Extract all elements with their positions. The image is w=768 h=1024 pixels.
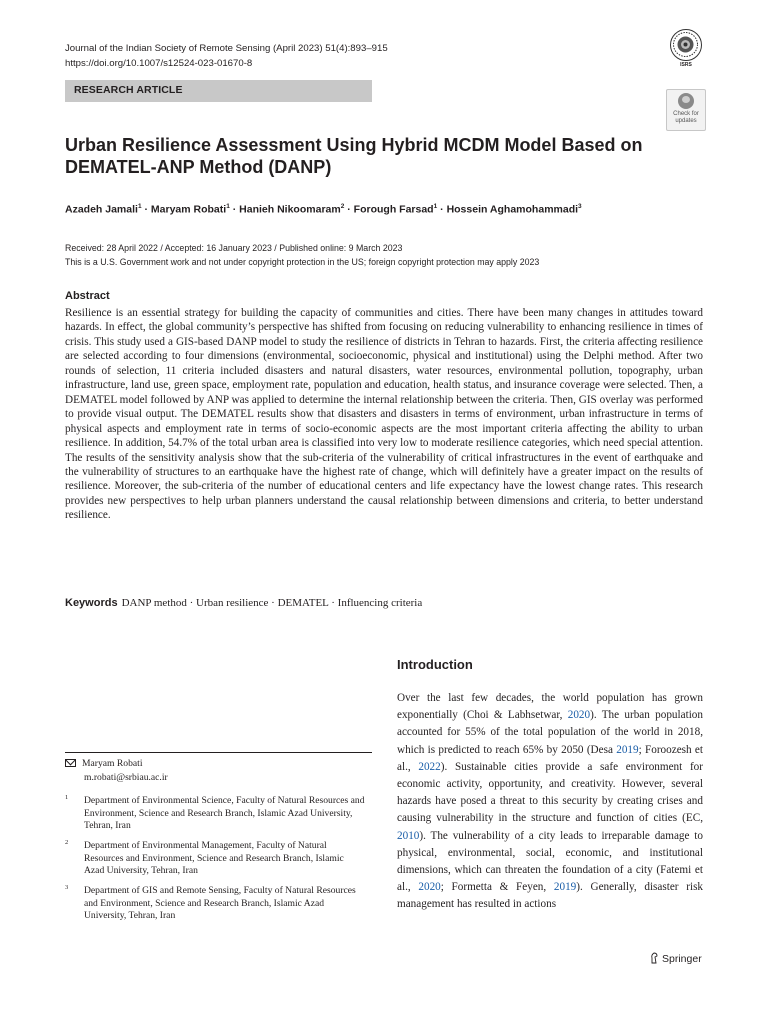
publisher-footer [649,952,702,965]
introduction-body [397,690,703,914]
author-affiliation-mark: 1 [433,203,438,210]
affiliation-text: Department of Environmental Science, Faculty of Natural Resources and Environment, Science and Research Branch, Islamic Azad University, Tehran, Iran [84,795,365,832]
affiliation-text: Department of GIS and Remote Sensing, Faculty of Natural Resources and Environment, Science and Research Branch, Islamic Azad University, Tehran, Iran [84,885,356,922]
seal-icon [670,29,702,61]
author-list [65,203,582,216]
citation-link[interactable]: 2019 [616,743,639,756]
citation-link[interactable]: 2022 [418,760,441,773]
introduction-text: ). Generally, disaster risk management has resulted in actions [397,881,704,911]
author-separator: · [141,203,151,216]
introduction-text: ). The urban population accounted for 55% of the total population of the world in 2018, which is predicted to reach 65% by 2050 (Desa [397,709,703,756]
introduction-heading: Introduction [397,657,473,672]
introduction-text: ; Formetta & Feyen, [440,881,554,894]
dates-line: Received: 28 April 2022 / Accepted: 16 January 2023 / Published online: 9 March 2023 [65,243,403,253]
correspondence-block [65,757,168,784]
publisher-name: Springer [662,953,702,965]
copyright-line: This is a U.S. Government work and not under copyright protection in the US; foreign copyright protection may apply 2023 [65,257,540,267]
author-separator: · [437,203,447,216]
check-label-line1: Check for [673,111,699,117]
author-name[interactable]: Forough Farsad [353,203,434,216]
author-affiliation-mark: 1 [226,203,230,210]
corresponding-email[interactable]: m.robati@srbiau.ac.ir [84,771,168,783]
journal-info [65,41,388,71]
society-logo [667,29,705,68]
introduction-text: ; Foroozesh et al., [397,743,704,773]
citation-link[interactable]: 2010 [397,829,420,842]
affiliation-item [65,885,365,923]
springer-horse-icon [649,952,659,964]
affiliation-number: 3 [65,884,69,891]
author-affiliation-mark: 3 [578,203,582,210]
check-for-updates-badge[interactable] [666,89,706,131]
author-name[interactable]: Hossein Aghamohammadi [446,203,579,216]
introduction-text: Over the last few decades, the world population has grown exponentially (Choi & Labhsetwar, [397,692,703,722]
affiliation-number: 1 [65,794,69,801]
keywords-line [65,597,422,609]
doi-link[interactable]: https://doi.org/10.1007/s12524-023-01670-8 [65,58,253,69]
abstract-heading: Abstract [65,290,110,302]
author-name[interactable]: Maryam Robati [150,203,227,216]
publication-dates [65,241,539,269]
check-label-line2: updates [675,118,697,124]
article-title: Urban Resilience Assessment Using Hybrid MCDM Model Based on DEMATEL-ANP Method (DANP) [65,135,643,177]
author-separator: · [344,203,354,216]
author-affiliation-mark: 1 [137,203,142,210]
citation-link[interactable]: 2020 [418,881,441,894]
logo-text: ISRS [680,62,692,68]
envelope-icon [65,759,76,767]
affiliation-number: 2 [65,839,69,846]
footnote-divider [65,752,372,753]
introduction-text: ). The vulnerability of a city leads to irreparable damage to physical, environmental, social, economic, and institutional dimensions, which can threaten the foundation of a city (Fatemi et al., [397,829,703,894]
citation-link[interactable]: 2020 [567,709,591,722]
journal-citation: Journal of the Indian Society of Remote Sensing (April 2023) 51(4):893–915 [65,43,388,54]
affiliation-item [65,840,365,878]
article-type-label: RESEARCH ARTICLE [74,84,183,96]
citation-link[interactable]: 2019 [553,881,577,894]
affiliation-item [65,795,365,833]
keywords-label: Keywords [65,597,118,609]
author-separator: · [229,203,240,216]
author-name[interactable]: Hanieh Nikoomaram [239,203,341,216]
author-affiliation-mark: 2 [340,203,345,210]
introduction-text: ). Sustainable cities provide a safe environment for economic activity, opportunity, and creativity. However, several hazards have posed a threat to this security by creating crises and causing vulnerability in the structure and function of cities (EC, [397,760,703,825]
corresponding-author: Maryam Robati [82,758,143,769]
keywords-list: DANP method · Urban resilience · DEMATEL · Influencing criteria [121,597,423,609]
affiliation-text: Department of Environmental Management, Faculty of Natural Resources and Environment, Science and Research Branch, Islamic Azad University, Tehran, Iran [84,840,344,877]
abstract-body: Resilience is an essential strategy for building the capacity of communities and cities. There have been many changes in attitudes toward hazards. In effect, the global community’s perspective has shifted from focusing on reducing vulnerability to enhancing resilience in times of crisis. This study used a GIS-based DANP model to study the resilience of districts in Tehran to hazards. First, the criteria affecting resilience are selected according to four dimensions (environmental, socioeconomic, physical and institutional) using the Delphi method. After two rounds of selection, 11 criteria included disasters and natural disasters, water resources, environmental pollution, topography, urban infrastructure, land use, green space, employment rate, population and education, health status, and insurance coverage were selected. Then, a DEMATEL model followed by ANP was applied to determine the internal relationship between the criteria. Then, GIS overlay was performed to provide visual output. The DEMATEL results show that disasters and disasters in terms of environment, urban infrastructure in terms of physical aspects and employment rate in terms of socio-economic aspects are the most important criteria affecting the ability to urban resilience. In addition, 54.7% of the total urban area is classified into very low to moderate resilience categories, which need special attention. The results of the sensitivity analysis show that the sub-criteria of the vulnerability of critical infrastructures in the event of earthquake and the vulnerability of structures to an earthquake have the highest rate of change, which will definitely have a greater impact on the results of resilience. Moreover, the sub-criteria of the number of educational centers and life expectancy have the lowest change rates. This research provides new perspectives to help urban planners understand the causal relationship between dimensions and criteria, to better understand resilience. [65,307,703,522]
author-name[interactable]: Azadeh Jamali [65,203,138,216]
article-type-banner [65,80,372,102]
update-check-icon [678,93,694,109]
